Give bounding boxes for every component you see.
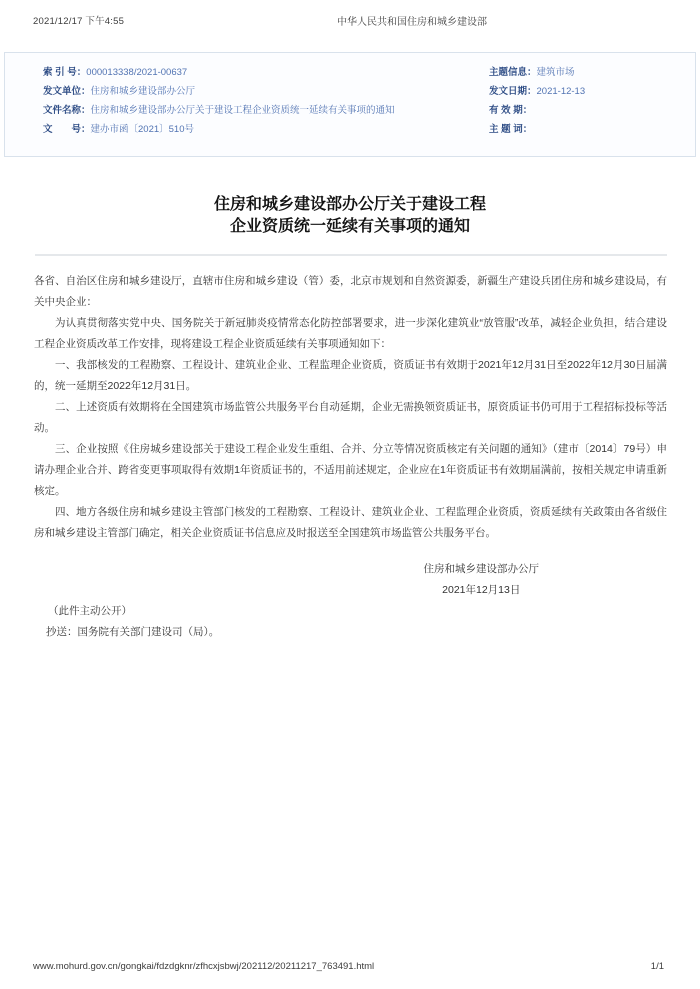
paragraph-item-2: 二、上述资质有效期将在全国建筑市场监管公共服务平台自动延期，企业无需换领资质证书，原资质证书仍可用于工程招标投标等活动。 [34, 401, 667, 434]
addressee-line: 各省、自治区住房和城乡建设厅，直辖市住房和城乡建设（管）委，北京市规划和自然资源委，新疆生产建设兵团住房和城乡建设局，有关中央企业： [34, 275, 667, 308]
meta-value: 住房和城乡建设部办公厅 [90, 86, 196, 97]
meta-label: 文 号： [43, 124, 91, 135]
print-footer-page-indicator: 1/1 [650, 961, 664, 972]
meta-value: 000013338/2021-00637 [86, 67, 188, 78]
document-title [0, 194, 700, 238]
paragraph-item-4: 四、地方各级住房和城乡建设主管部门核发的工程勘察、工程设计、建筑业企业、工程监理企业资质，资质延续有关政策由各省级住房和城乡建设主管部门确定，相关企业资质证书信息应及时报送至全国建筑市场监管公共服务平台。 [34, 506, 667, 539]
meta-value: 建筑市场 [536, 67, 575, 78]
paragraph-item-1: 一、我部核发的工程勘察、工程设计、建筑业企业、工程监理企业资质，资质证书有效期于2021年12月31日至2022年12月30日届满的，统一延期至2022年12月31日。 [34, 359, 667, 392]
meta-label: 主题信息： [489, 67, 537, 78]
disclosure-note: （此件主动公开） [48, 605, 132, 617]
paragraph-item-3: 三、企业按照《住房城乡建设部关于建设工程企业发生重组、合并、分立等情况资质核定有关问题的通知》（建市〔2014〕79号）申请办理企业合并、跨省变更事项取得有效期1年资质证书的，不适用前述规定，企业应在1年资质证书有效期届满前，按相关规定申请重新核定。 [34, 443, 667, 497]
meta-row-issue-date [489, 82, 681, 101]
document-title-line1: 住房和城乡建设部办公厅关于建设工程 [213, 196, 486, 213]
meta-value: 2021-12-13 [536, 86, 586, 97]
document-title-line2: 企业资质统一延续有关事项的通知 [229, 218, 470, 235]
print-datetime: 2021/12/17 下午4:55 [33, 16, 125, 27]
meta-row-file-name [43, 101, 489, 120]
meta-value: 住房和城乡建设部办公厅关于建设工程企业资质统一延续有关事项的通知 [90, 105, 395, 116]
meta-right-column [489, 63, 681, 156]
meta-row-keywords [489, 120, 681, 139]
meta-row-validity [489, 101, 681, 120]
site-name: 中华人民共和国住房和城乡建设部 [337, 17, 487, 28]
title-divider [35, 254, 667, 256]
meta-row-issuing-unit [43, 82, 489, 101]
cc-line: 抄送：国务院有关部门建设司（局）。 [46, 626, 220, 638]
meta-label: 发文日期： [489, 86, 537, 97]
meta-label: 文件名称： [43, 105, 91, 116]
meta-label: 发文单位： [43, 86, 91, 97]
document-meta-box [4, 52, 696, 157]
meta-label: 有 效 期： [489, 105, 533, 116]
meta-left-column [43, 63, 489, 156]
meta-value: 建办市函〔2021〕510号 [90, 124, 194, 135]
meta-row-doc-number [43, 120, 489, 139]
meta-row-index-number [43, 63, 489, 82]
meta-label: 索 引 号： [43, 67, 87, 78]
paragraph-intro: 为认真贯彻落实党中央、国务院关于新冠肺炎疫情常态化防控部署要求，进一步深化建筑业“放管服”改革，减轻企业负担，结合建设工程企业资质改革工作安排，现将建设工程企业资质延续有关事项通知如下： [34, 317, 667, 350]
signature-block [424, 559, 540, 601]
signature-org: 住房和城乡建设部办公厅 [423, 563, 539, 575]
meta-label: 主 题 词： [489, 124, 533, 135]
meta-row-topic-info [489, 63, 681, 82]
print-footer-url: www.mohurd.gov.cn/gongkai/fdzdgknr/zfhcxjsbwj/202112/20211217_763491.html [33, 961, 375, 972]
document-body [34, 271, 667, 643]
signature-date: 2021年12月13日 [442, 584, 521, 596]
